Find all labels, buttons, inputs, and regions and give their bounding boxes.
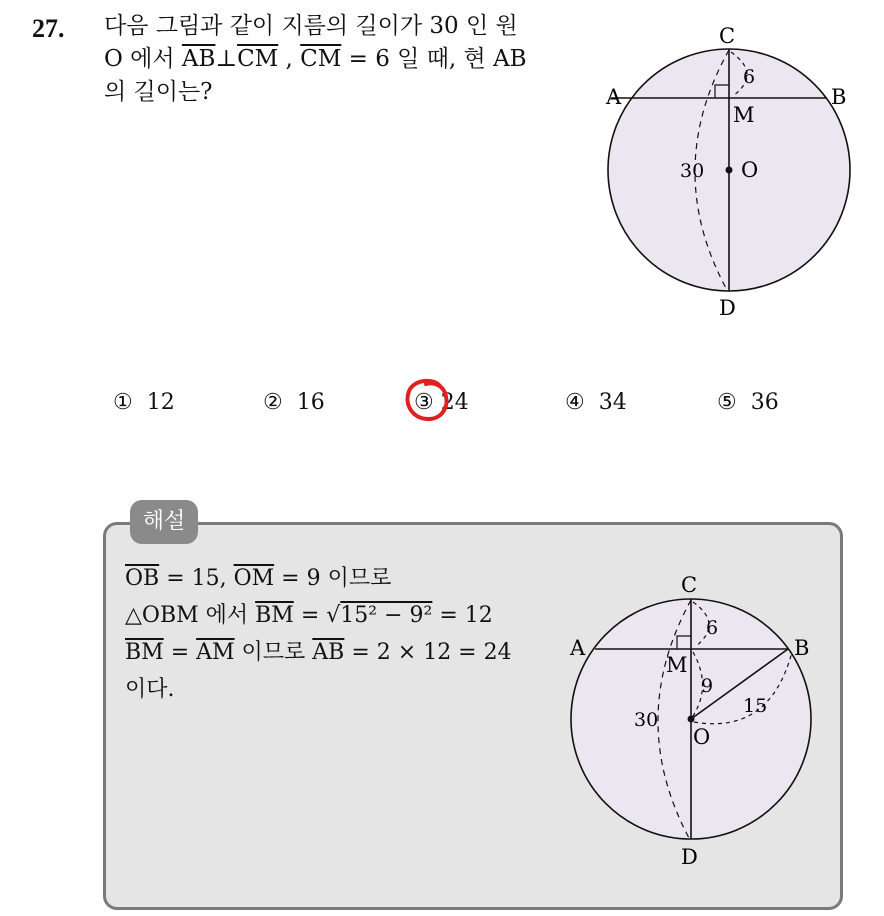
label-d: D [719,296,736,320]
choice-5-value: 36 [750,390,779,415]
question-figure [600,15,860,325]
label-six-2: 6 [706,617,719,639]
sol-l2-post: = 12 [432,603,493,628]
sqrt-symbol: √ [326,603,341,628]
question-line-2-mid: , [278,46,301,72]
solution-line-1 [125,560,565,597]
label-b-2: B [794,636,810,660]
solution-line-2 [125,597,565,634]
label-m: M [733,103,755,127]
label-d-2: D [681,845,698,869]
label-thirty-2: 30 [634,709,659,731]
seg-bm-2: $\overline{BM}$ [125,640,164,665]
label-nine: 9 [701,675,714,697]
center-dot [726,167,733,174]
sol-l3-post: = 2 × 12 = 24 [344,640,512,665]
solution-figure [560,565,830,875]
seg-am: $\overline{AM}$ [196,640,235,665]
choice-4-mark: ④ [565,390,585,415]
selected-answer-mark [400,376,458,428]
choice-4[interactable] [565,390,627,415]
seg-ob: $\overline{OB}$ [125,566,160,591]
sqrt-radicand: 15² − 9² [340,603,433,628]
question-line-2-pre: O 에서 [104,46,182,72]
question-text [104,10,594,109]
label-c-2: C [681,573,698,597]
sol-l3-mid: 이므로 [234,640,313,665]
choice-2-value: 16 [296,390,325,415]
sol-l2-eq: = [293,603,327,628]
label-m-2: M [666,653,688,677]
label-c: C [719,24,736,48]
segment-cm: $\overline{CM}$ [237,46,279,72]
question-line-2-post: = 6 일 때, 현 AB [341,46,527,72]
segment-ab: $\overline{AB}$ [181,46,216,72]
label-a: A [606,85,622,109]
label-o-2: O [693,725,711,749]
label-fifteen: 15 [743,695,768,717]
label-a-2: A [570,636,586,660]
choice-3-value: 24 [440,390,469,415]
center-dot-2 [688,716,695,723]
solution-line-4: 이다. [125,677,175,702]
seg-om: $\overline{OM}$ [233,566,275,591]
choice-2[interactable] [263,390,325,415]
label-o: O [741,158,759,182]
segment-cm-2: $\overline{CM}$ [300,46,342,72]
choice-4-value: 34 [598,390,627,415]
question-number: 27. [32,14,65,43]
sol-l1-mid: = 15, [159,566,234,591]
label-b: B [831,85,847,109]
question-line-1: 다음 그림과 같이 지름의 길이가 30 인 원 [104,13,518,39]
solution-text [125,560,565,708]
choice-1-mark: ① [113,390,133,415]
seg-bm: $\overline{BM}$ [255,603,294,628]
perpendicular-symbol: ⊥ [215,46,238,72]
seg-ab-2: $\overline{AB}$ [312,640,345,665]
question-line-3: 의 길이는? [104,79,213,105]
choice-1[interactable] [113,390,175,415]
choice-3-mark: ③ [414,390,434,415]
choice-5-mark: ⑤ [717,390,737,415]
sol-l2-pre: △OBM 에서 [125,603,256,628]
choice-5[interactable] [717,390,779,415]
solution-line-3 [125,634,565,671]
question-line-2 [104,43,594,76]
sol-l3-eq: = [163,640,197,665]
label-thirty: 30 [680,160,705,182]
solution-badge: 해설 [130,500,198,544]
sol-l1-post: = 9 이므로 [274,566,392,591]
choice-1-value: 12 [146,390,175,415]
label-six: 6 [743,66,756,88]
choice-2-mark: ② [263,390,283,415]
